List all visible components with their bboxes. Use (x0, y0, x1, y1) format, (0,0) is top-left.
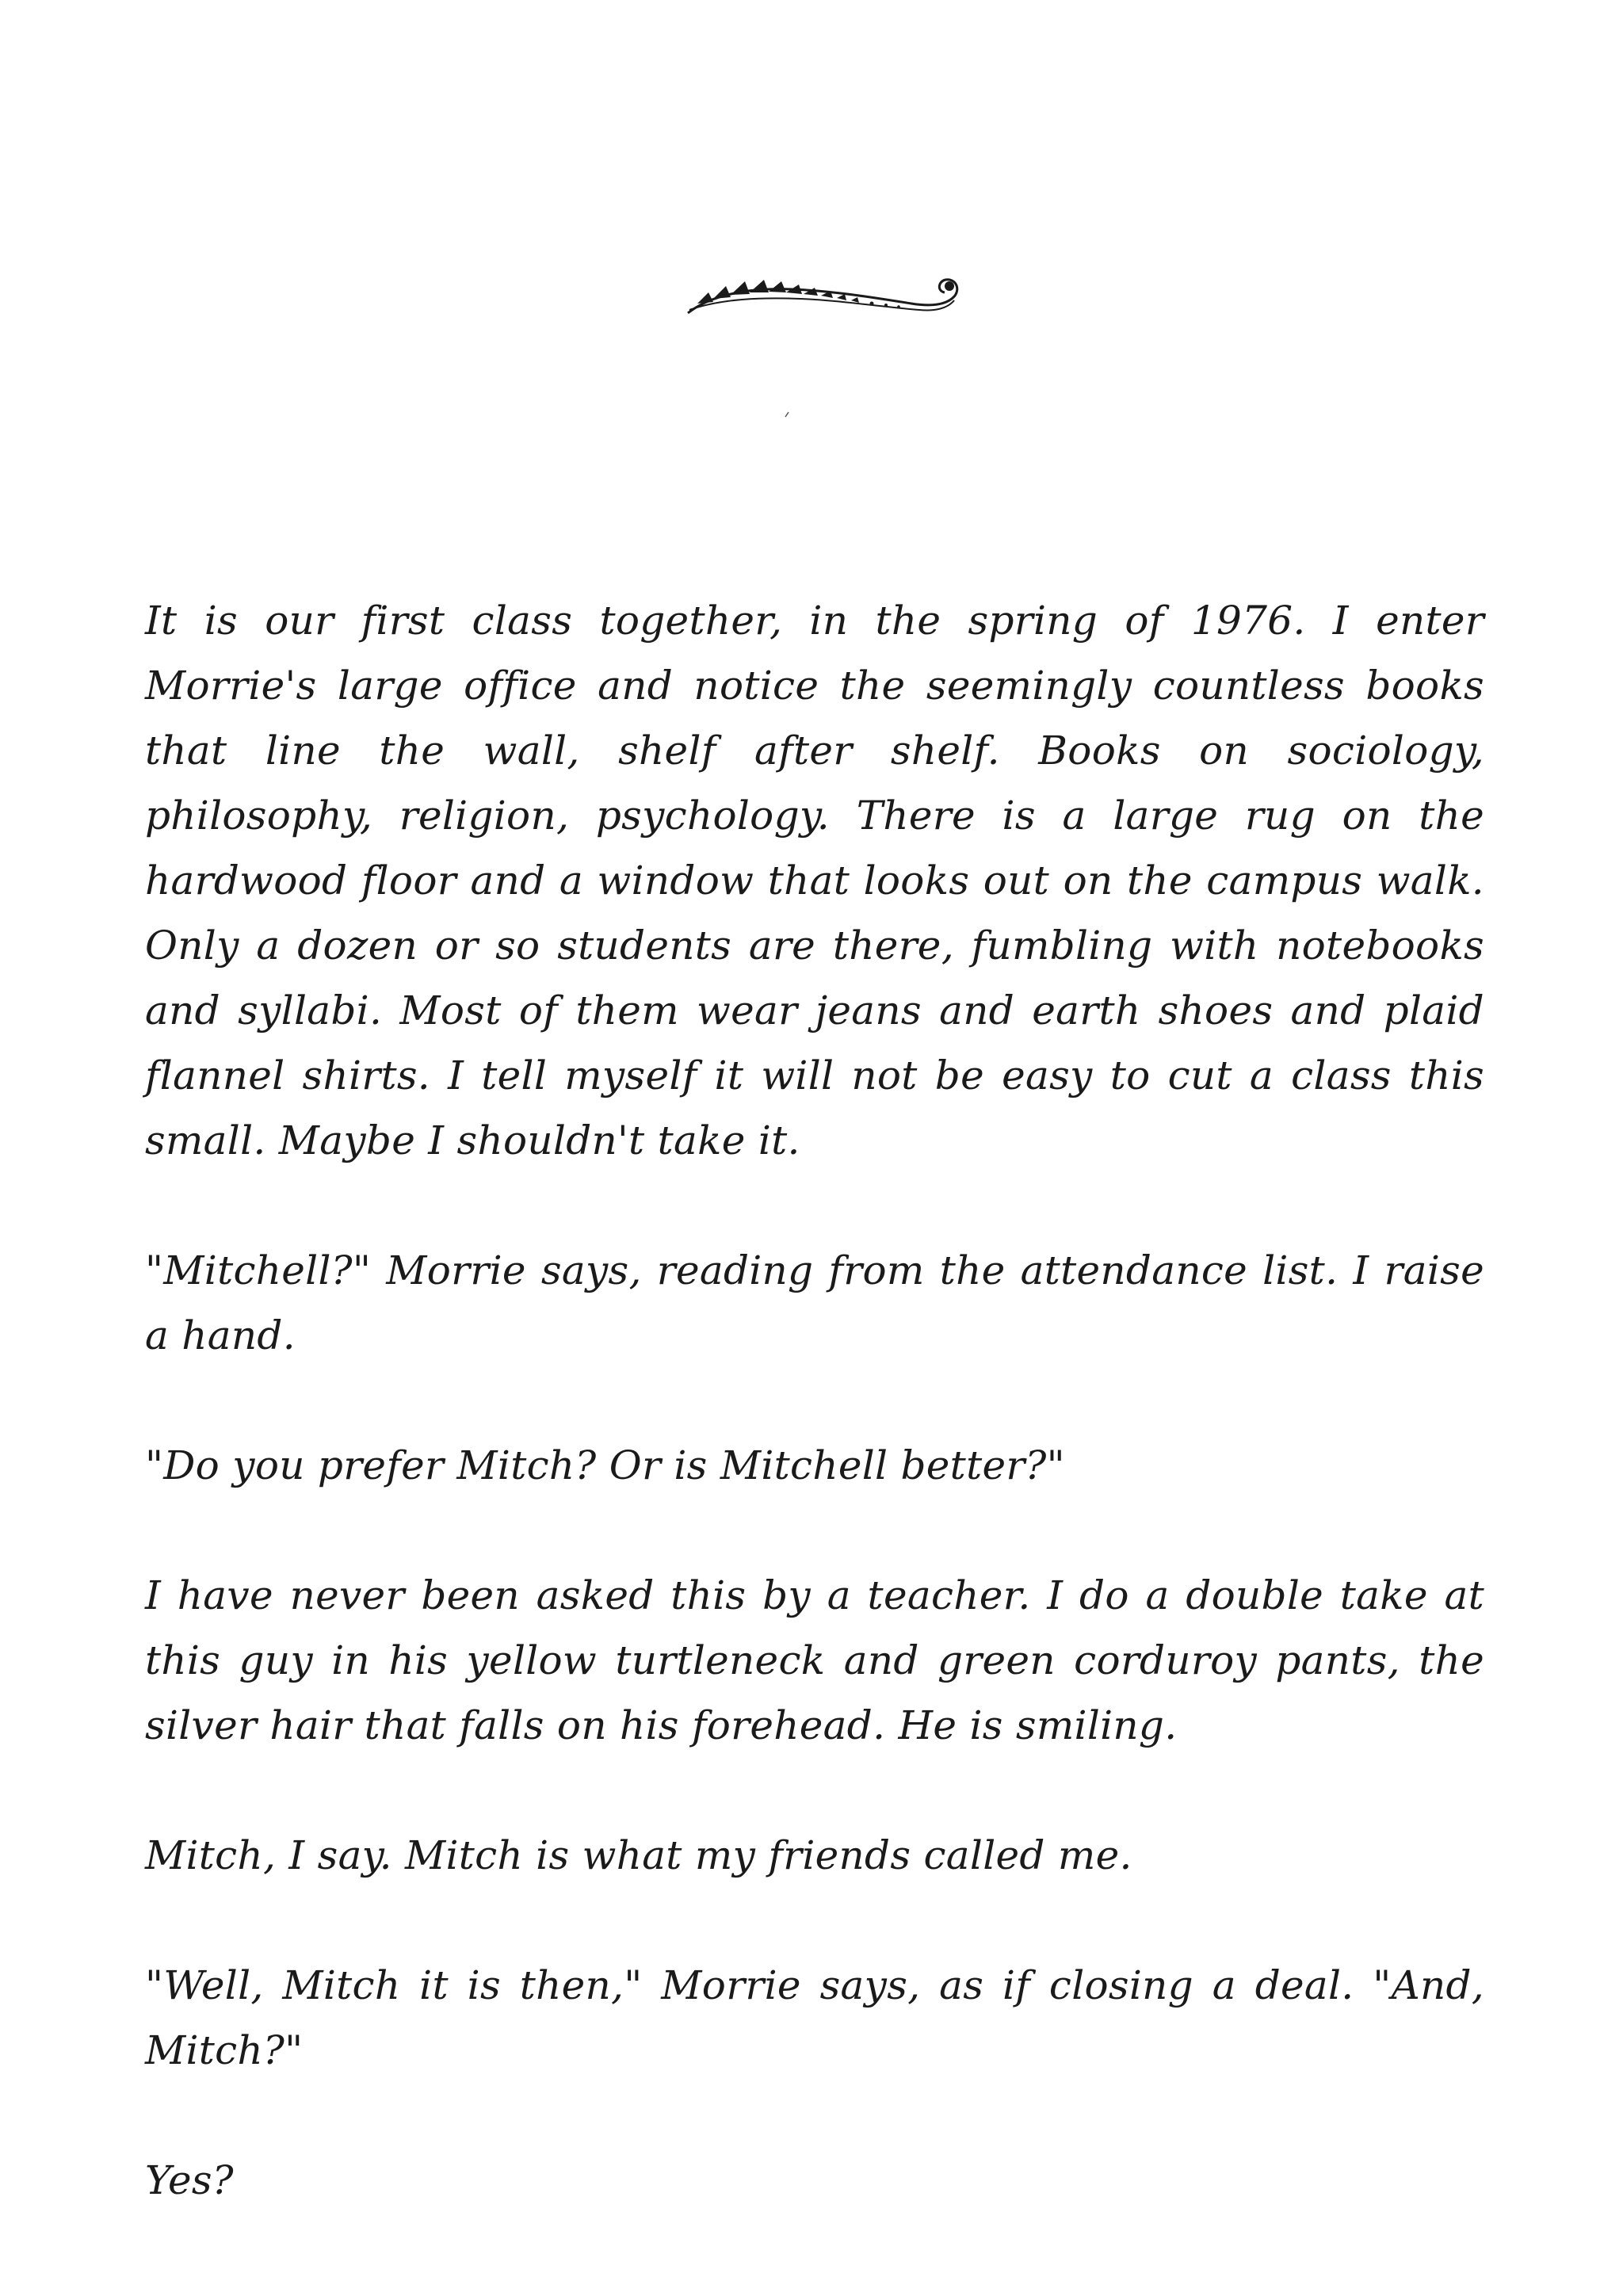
paragraph: "Do you prefer Mitch? Or is Mitchell better?" (145, 1442, 1065, 1488)
flourish-ornament-icon (682, 258, 975, 329)
ink-speck (785, 411, 789, 418)
paragraph: It is our first class together, in the spring of 1976. I enter Morrie's large office and notice the seemingly countless books that line the wall, shelf after shelf. Books on sociology, philosophy, religion, psychology. There is a large rug on the hardwood floor and a window that looks out on the campus walk. Only a dozen or so students are there, fumbling with notebooks and syllabi. Most of them wear jeans and earth shoes and plaid flannel shirts. I tell myself it will not be easy to cut a class this small. Maybe I shouldn't take it. (145, 598, 1484, 1163)
paragraph: I have never been asked this by a teacher. I do a double take at this guy in his yellow turtleneck and green corduroy pants, the silver hair that falls on his forehead. He is smiling. (145, 1572, 1484, 1748)
paragraph: Yes? (145, 2157, 234, 2203)
paragraph: Mitch, I say. Mitch is what my friends called me. (145, 1832, 1132, 1878)
paragraph: "Well, Mitch it is then," Morrie says, as if closing a deal. "And, Mitch?" (145, 1962, 1484, 2073)
body-text (145, 588, 1484, 2278)
paragraph: "Mitchell?" Morrie says, reading from the attendance list. I raise a hand. (145, 1247, 1484, 1358)
